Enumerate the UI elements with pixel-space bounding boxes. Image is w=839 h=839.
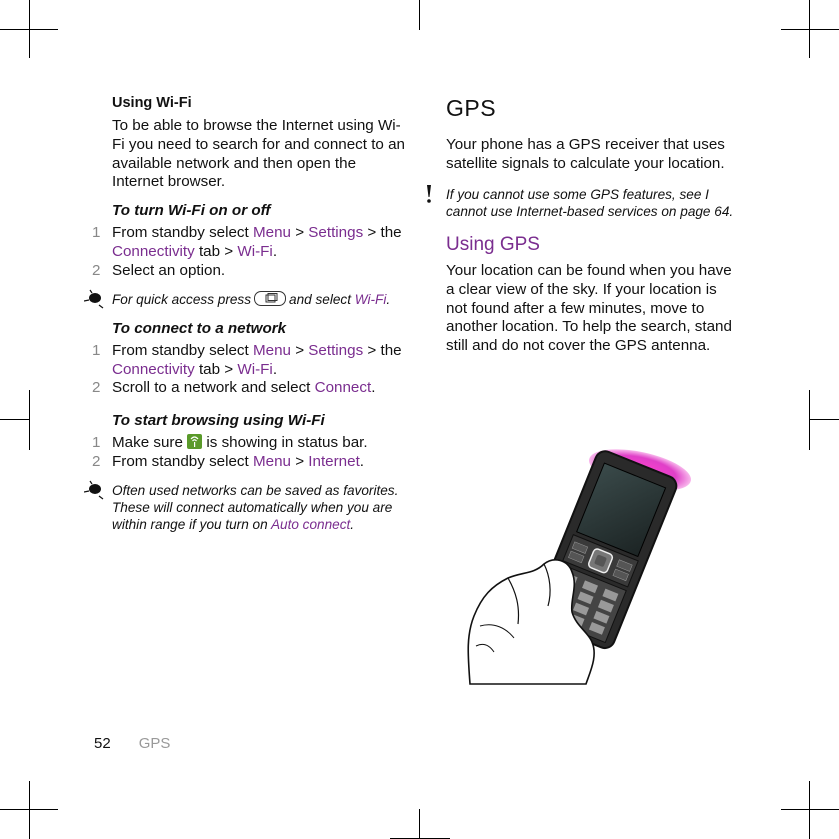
crop-mark: [809, 419, 839, 420]
connect-link: Connect: [314, 379, 372, 397]
tip-note: [112, 482, 410, 534]
step-text: From standby select: [112, 224, 253, 242]
step: [92, 224, 410, 262]
step: [92, 379, 410, 398]
step: [92, 261, 410, 281]
step-text: .: [371, 379, 376, 397]
step-text: Scroll to a network and select: [112, 379, 315, 397]
step-text: .: [359, 452, 365, 470]
auto-connect-link: Auto connect: [270, 517, 351, 533]
crop-mark: [29, 0, 30, 58]
crop-mark: [419, 809, 420, 839]
shortcut-key-icon: [254, 291, 286, 306]
settings-link: Settings: [308, 224, 364, 242]
connectivity-link: Connectivity: [112, 360, 195, 378]
crop-mark: [29, 781, 30, 839]
right-column: [424, 95, 734, 366]
step-number: 1: [92, 341, 101, 359]
wifi-link: Wi-Fi: [237, 242, 273, 260]
left-column: [90, 95, 410, 545]
note-text: For quick access press: [112, 291, 252, 307]
warning-note: [446, 186, 734, 220]
step-number: 2: [92, 379, 101, 397]
crop-mark: [809, 781, 810, 839]
tip-note: [112, 291, 410, 308]
connectivity-link: Connectivity: [112, 242, 195, 260]
step-text: tab >: [194, 242, 238, 260]
step-text: Make sure: [112, 434, 183, 452]
lightbulb-icon: [84, 289, 106, 309]
crop-mark: [419, 0, 420, 30]
step-number: 1: [92, 434, 101, 452]
page-number: 52: [94, 735, 111, 752]
phone-gps-illustration: [460, 446, 700, 686]
step-text: tab >: [194, 360, 238, 378]
menu-link: Menu: [252, 224, 291, 242]
note-text: and select: [289, 291, 351, 307]
separator: >: [290, 224, 309, 242]
separator: >: [290, 452, 309, 470]
note-text: .: [350, 517, 355, 533]
using-gps-text: Your location can be found when you have a clear view of the sky. If your location is not found after a few minutes, move to another location. To help the search, stand still and do not cover the GPS antenna.: [446, 262, 732, 355]
step-text: Select an option.: [112, 261, 226, 279]
wifi-status-icon: [187, 434, 202, 449]
page-title: GPS: [446, 95, 497, 121]
step-text: .: [272, 242, 278, 260]
separator: >: [290, 341, 309, 359]
wifi-link: Wi-Fi: [237, 360, 273, 378]
step-text: From standby select: [112, 452, 253, 470]
step: [92, 434, 410, 453]
step-number: 1: [92, 224, 101, 242]
wifi-link: Wi-Fi: [354, 291, 387, 307]
step-text: is showing in status bar.: [206, 434, 368, 452]
step-text: From standby select: [112, 341, 253, 359]
procedure-title-connect-network: To connect to a network: [112, 319, 287, 337]
section-heading-using-gps: Using GPS: [446, 234, 540, 255]
step: [92, 452, 410, 472]
step-text: > the: [363, 341, 402, 359]
step: [92, 341, 410, 380]
step-text: > the: [363, 224, 402, 242]
menu-link: Menu: [252, 452, 291, 470]
procedure-title-start-browsing: To start browsing using Wi-Fi: [112, 412, 325, 430]
menu-link: Menu: [252, 341, 291, 359]
crop-mark: [781, 29, 839, 30]
internet-link: Internet: [308, 452, 360, 470]
procedure-title-turn-wifi: To turn Wi-Fi on or off: [112, 202, 271, 220]
crop-mark: [809, 0, 810, 58]
settings-link: Settings: [308, 341, 364, 359]
wifi-intro: To be able to browse the Internet using Wi-Fi you need to search for and connect to an available network and then open the Internet browser.: [112, 117, 405, 191]
warning-text: If you cannot use some GPS features, see I cannot use Internet-based services on page 64.: [446, 186, 734, 219]
crop-mark: [781, 809, 839, 810]
step-number: 2: [92, 261, 101, 279]
crop-mark: [0, 419, 30, 420]
note-text: Often used networks can be saved as favorites. These will connect automatically when you are within range if you turn on: [112, 482, 399, 533]
gps-intro: Your phone has a GPS receiver that uses satellite signals to calculate your location.: [446, 136, 725, 172]
note-text: .: [386, 291, 391, 307]
step-text: .: [272, 360, 278, 378]
exclamation-icon: [424, 184, 434, 204]
page-footer: [94, 735, 170, 752]
step-number: 2: [92, 452, 101, 470]
crop-mark: [809, 390, 810, 450]
crop-mark: [29, 390, 30, 450]
lightbulb-icon: [84, 480, 106, 500]
subheading-using-wifi: Using Wi-Fi: [112, 95, 192, 111]
footer-section: GPS: [138, 735, 171, 752]
